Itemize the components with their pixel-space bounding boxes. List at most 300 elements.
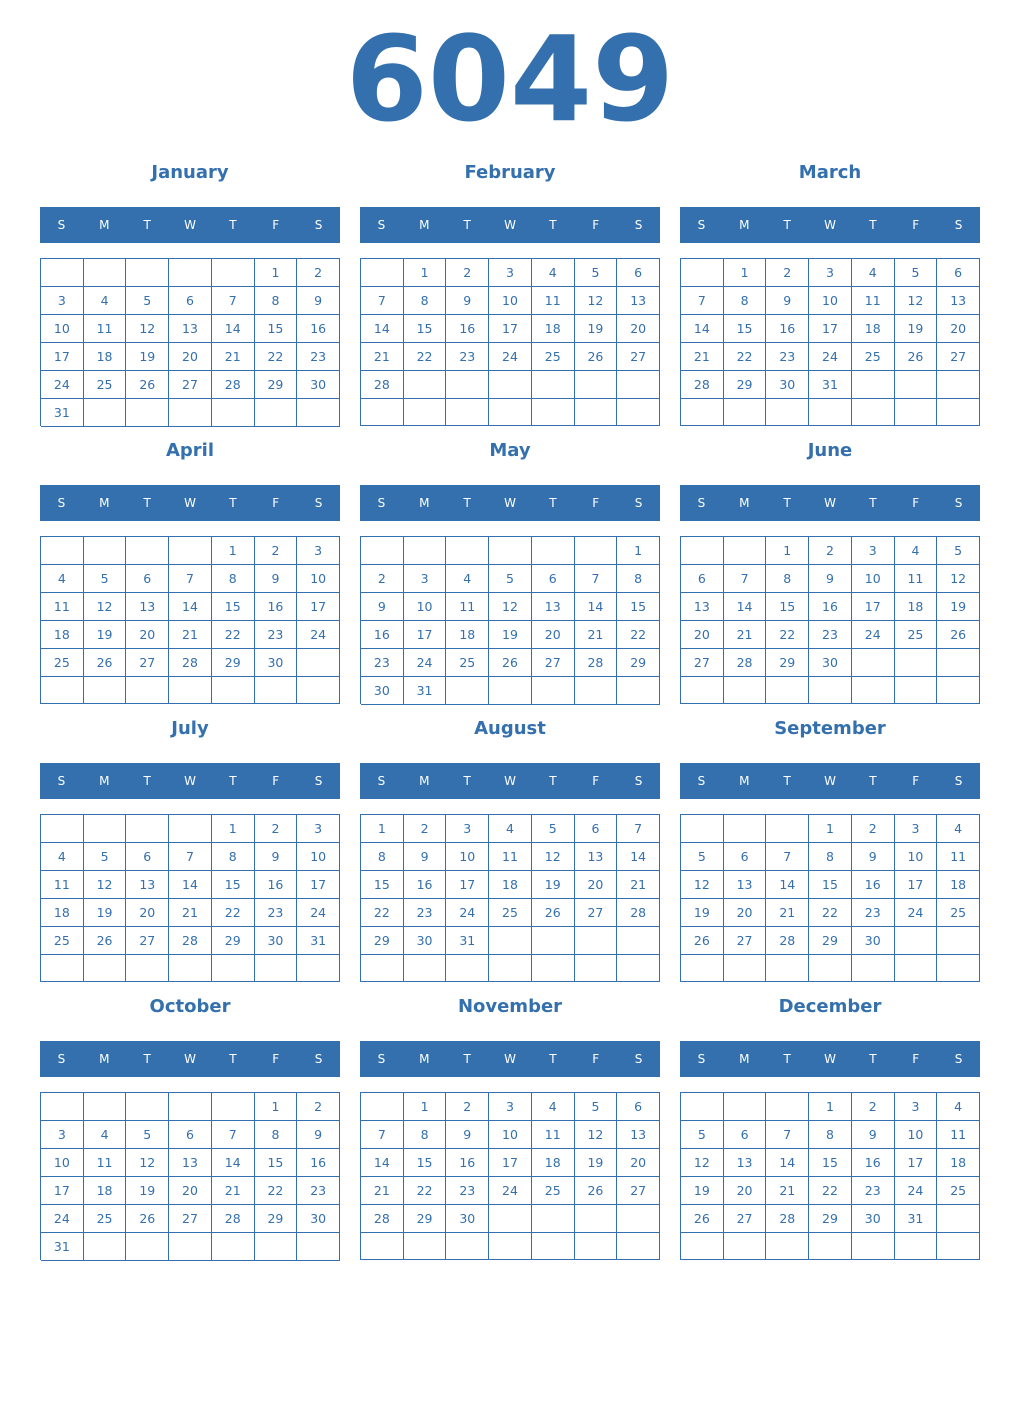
day-cell[interactable]: 27: [532, 649, 575, 677]
day-cell[interactable]: 16: [852, 871, 895, 899]
day-cell[interactable]: 10: [809, 287, 852, 315]
day-cell[interactable]: 8: [724, 287, 767, 315]
day-cell[interactable]: 10: [404, 593, 447, 621]
day-cell[interactable]: 7: [617, 815, 660, 843]
day-cell[interactable]: 17: [297, 871, 340, 899]
day-cell[interactable]: 19: [575, 315, 618, 343]
day-cell[interactable]: 7: [169, 565, 212, 593]
day-cell[interactable]: 1: [809, 1093, 852, 1121]
day-cell[interactable]: 16: [255, 871, 298, 899]
day-cell[interactable]: 10: [446, 843, 489, 871]
day-cell[interactable]: 3: [404, 565, 447, 593]
day-cell[interactable]: 5: [681, 843, 724, 871]
day-cell[interactable]: 20: [724, 899, 767, 927]
day-cell[interactable]: 28: [681, 371, 724, 399]
day-cell[interactable]: 16: [446, 1149, 489, 1177]
day-cell[interactable]: 9: [809, 565, 852, 593]
day-cell[interactable]: 29: [404, 1205, 447, 1233]
day-cell[interactable]: 1: [255, 1093, 298, 1121]
day-cell[interactable]: 4: [41, 843, 84, 871]
day-cell[interactable]: 6: [126, 843, 169, 871]
day-cell[interactable]: 7: [724, 565, 767, 593]
day-cell[interactable]: 29: [809, 1205, 852, 1233]
day-cell[interactable]: 18: [852, 315, 895, 343]
day-cell[interactable]: 3: [895, 1093, 938, 1121]
day-cell[interactable]: 4: [937, 1093, 980, 1121]
day-cell[interactable]: 28: [617, 899, 660, 927]
day-cell[interactable]: 23: [255, 621, 298, 649]
day-cell[interactable]: 26: [937, 621, 980, 649]
day-cell[interactable]: 10: [489, 287, 532, 315]
day-cell[interactable]: 17: [852, 593, 895, 621]
day-cell[interactable]: 24: [404, 649, 447, 677]
day-cell[interactable]: 13: [169, 1149, 212, 1177]
day-cell[interactable]: 8: [212, 843, 255, 871]
day-cell[interactable]: 19: [937, 593, 980, 621]
day-cell[interactable]: 20: [681, 621, 724, 649]
day-cell[interactable]: 6: [937, 259, 980, 287]
day-cell[interactable]: 13: [681, 593, 724, 621]
day-cell[interactable]: 22: [809, 899, 852, 927]
day-cell[interactable]: 1: [404, 1093, 447, 1121]
day-cell[interactable]: 1: [809, 815, 852, 843]
day-cell[interactable]: 23: [404, 899, 447, 927]
day-cell[interactable]: 5: [84, 843, 127, 871]
day-cell[interactable]: 25: [895, 621, 938, 649]
day-cell[interactable]: 2: [361, 565, 404, 593]
day-cell[interactable]: 7: [766, 843, 809, 871]
day-cell[interactable]: 22: [255, 343, 298, 371]
day-cell[interactable]: 29: [255, 371, 298, 399]
day-cell[interactable]: 15: [404, 1149, 447, 1177]
day-cell[interactable]: 11: [937, 843, 980, 871]
day-cell[interactable]: 9: [766, 287, 809, 315]
day-cell[interactable]: 21: [617, 871, 660, 899]
day-cell[interactable]: 20: [169, 343, 212, 371]
day-cell[interactable]: 6: [169, 1121, 212, 1149]
day-cell[interactable]: 23: [766, 343, 809, 371]
day-cell[interactable]: 8: [404, 287, 447, 315]
day-cell[interactable]: 11: [532, 1121, 575, 1149]
day-cell[interactable]: 6: [126, 565, 169, 593]
day-cell[interactable]: 17: [41, 343, 84, 371]
day-cell[interactable]: 22: [809, 1177, 852, 1205]
day-cell[interactable]: 30: [297, 371, 340, 399]
day-cell[interactable]: 30: [255, 649, 298, 677]
day-cell[interactable]: 16: [255, 593, 298, 621]
day-cell[interactable]: 11: [895, 565, 938, 593]
day-cell[interactable]: 18: [895, 593, 938, 621]
day-cell[interactable]: 10: [852, 565, 895, 593]
day-cell[interactable]: 12: [84, 871, 127, 899]
day-cell[interactable]: 26: [575, 343, 618, 371]
day-cell[interactable]: 17: [895, 1149, 938, 1177]
day-cell[interactable]: 17: [489, 315, 532, 343]
day-cell[interactable]: 12: [895, 287, 938, 315]
day-cell[interactable]: 27: [724, 927, 767, 955]
day-cell[interactable]: 2: [255, 537, 298, 565]
day-cell[interactable]: 13: [724, 871, 767, 899]
day-cell[interactable]: 14: [169, 593, 212, 621]
day-cell[interactable]: 28: [766, 1205, 809, 1233]
day-cell[interactable]: 2: [809, 537, 852, 565]
day-cell[interactable]: 10: [297, 843, 340, 871]
day-cell[interactable]: 19: [126, 1177, 169, 1205]
day-cell[interactable]: 16: [809, 593, 852, 621]
day-cell[interactable]: 25: [937, 1177, 980, 1205]
day-cell[interactable]: 25: [489, 899, 532, 927]
day-cell[interactable]: 27: [169, 371, 212, 399]
day-cell[interactable]: 5: [84, 565, 127, 593]
day-cell[interactable]: 2: [446, 1093, 489, 1121]
day-cell[interactable]: 30: [852, 927, 895, 955]
day-cell[interactable]: 18: [41, 899, 84, 927]
day-cell[interactable]: 17: [41, 1177, 84, 1205]
day-cell[interactable]: 23: [255, 899, 298, 927]
day-cell[interactable]: 8: [809, 1121, 852, 1149]
day-cell[interactable]: 28: [724, 649, 767, 677]
day-cell[interactable]: 18: [489, 871, 532, 899]
day-cell[interactable]: 23: [852, 899, 895, 927]
day-cell[interactable]: 21: [766, 1177, 809, 1205]
day-cell[interactable]: 1: [361, 815, 404, 843]
day-cell[interactable]: 23: [852, 1177, 895, 1205]
day-cell[interactable]: 4: [937, 815, 980, 843]
day-cell[interactable]: 19: [575, 1149, 618, 1177]
day-cell[interactable]: 8: [617, 565, 660, 593]
day-cell[interactable]: 1: [766, 537, 809, 565]
day-cell[interactable]: 31: [809, 371, 852, 399]
day-cell[interactable]: 12: [575, 287, 618, 315]
day-cell[interactable]: 23: [361, 649, 404, 677]
day-cell[interactable]: 23: [446, 343, 489, 371]
day-cell[interactable]: 27: [126, 927, 169, 955]
day-cell[interactable]: 15: [255, 315, 298, 343]
day-cell[interactable]: 26: [84, 649, 127, 677]
day-cell[interactable]: 30: [404, 927, 447, 955]
day-cell[interactable]: 9: [361, 593, 404, 621]
day-cell[interactable]: 15: [617, 593, 660, 621]
day-cell[interactable]: 12: [575, 1121, 618, 1149]
day-cell[interactable]: 28: [361, 371, 404, 399]
day-cell[interactable]: 2: [297, 1093, 340, 1121]
day-cell[interactable]: 25: [852, 343, 895, 371]
day-cell[interactable]: 28: [766, 927, 809, 955]
day-cell[interactable]: 3: [489, 1093, 532, 1121]
day-cell[interactable]: 26: [489, 649, 532, 677]
day-cell[interactable]: 14: [766, 871, 809, 899]
day-cell[interactable]: 12: [489, 593, 532, 621]
day-cell[interactable]: 24: [809, 343, 852, 371]
day-cell[interactable]: 25: [41, 927, 84, 955]
day-cell[interactable]: 11: [489, 843, 532, 871]
day-cell[interactable]: 26: [126, 1205, 169, 1233]
day-cell[interactable]: 17: [404, 621, 447, 649]
day-cell[interactable]: 3: [895, 815, 938, 843]
day-cell[interactable]: 27: [169, 1205, 212, 1233]
day-cell[interactable]: 19: [84, 621, 127, 649]
day-cell[interactable]: 21: [361, 343, 404, 371]
day-cell[interactable]: 13: [532, 593, 575, 621]
day-cell[interactable]: 2: [255, 815, 298, 843]
day-cell[interactable]: 27: [126, 649, 169, 677]
day-cell[interactable]: 15: [766, 593, 809, 621]
day-cell[interactable]: 11: [41, 593, 84, 621]
day-cell[interactable]: 7: [361, 287, 404, 315]
day-cell[interactable]: 12: [681, 1149, 724, 1177]
day-cell[interactable]: 1: [724, 259, 767, 287]
day-cell[interactable]: 13: [724, 1149, 767, 1177]
day-cell[interactable]: 26: [575, 1177, 618, 1205]
day-cell[interactable]: 3: [489, 259, 532, 287]
day-cell[interactable]: 26: [532, 899, 575, 927]
day-cell[interactable]: 9: [852, 1121, 895, 1149]
day-cell[interactable]: 26: [681, 1205, 724, 1233]
day-cell[interactable]: 18: [446, 621, 489, 649]
day-cell[interactable]: 4: [446, 565, 489, 593]
day-cell[interactable]: 25: [84, 1205, 127, 1233]
day-cell[interactable]: 6: [532, 565, 575, 593]
day-cell[interactable]: 16: [297, 315, 340, 343]
day-cell[interactable]: 14: [169, 871, 212, 899]
day-cell[interactable]: 2: [297, 259, 340, 287]
day-cell[interactable]: 14: [617, 843, 660, 871]
day-cell[interactable]: 13: [126, 871, 169, 899]
day-cell[interactable]: 13: [169, 315, 212, 343]
day-cell[interactable]: 15: [212, 871, 255, 899]
day-cell[interactable]: 22: [404, 343, 447, 371]
day-cell[interactable]: 12: [84, 593, 127, 621]
day-cell[interactable]: 14: [724, 593, 767, 621]
day-cell[interactable]: 29: [809, 927, 852, 955]
day-cell[interactable]: 13: [126, 593, 169, 621]
day-cell[interactable]: 23: [809, 621, 852, 649]
day-cell[interactable]: 25: [84, 371, 127, 399]
day-cell[interactable]: 11: [852, 287, 895, 315]
day-cell[interactable]: 5: [937, 537, 980, 565]
day-cell[interactable]: 19: [895, 315, 938, 343]
day-cell[interactable]: 13: [937, 287, 980, 315]
day-cell[interactable]: 8: [212, 565, 255, 593]
day-cell[interactable]: 22: [255, 1177, 298, 1205]
day-cell[interactable]: 16: [852, 1149, 895, 1177]
day-cell[interactable]: 8: [361, 843, 404, 871]
day-cell[interactable]: 18: [937, 1149, 980, 1177]
day-cell[interactable]: 17: [809, 315, 852, 343]
day-cell[interactable]: 22: [212, 621, 255, 649]
day-cell[interactable]: 11: [446, 593, 489, 621]
day-cell[interactable]: 27: [724, 1205, 767, 1233]
day-cell[interactable]: 15: [404, 315, 447, 343]
day-cell[interactable]: 25: [446, 649, 489, 677]
day-cell[interactable]: 19: [126, 343, 169, 371]
day-cell[interactable]: 5: [575, 259, 618, 287]
day-cell[interactable]: 10: [41, 315, 84, 343]
day-cell[interactable]: 4: [489, 815, 532, 843]
day-cell[interactable]: 2: [446, 259, 489, 287]
day-cell[interactable]: 15: [255, 1149, 298, 1177]
day-cell[interactable]: 18: [937, 871, 980, 899]
day-cell[interactable]: 20: [169, 1177, 212, 1205]
day-cell[interactable]: 10: [895, 843, 938, 871]
day-cell[interactable]: 15: [361, 871, 404, 899]
day-cell[interactable]: 13: [617, 1121, 660, 1149]
day-cell[interactable]: 29: [361, 927, 404, 955]
day-cell[interactable]: 10: [895, 1121, 938, 1149]
day-cell[interactable]: 31: [41, 1233, 84, 1261]
day-cell[interactable]: 19: [681, 899, 724, 927]
day-cell[interactable]: 31: [404, 677, 447, 705]
day-cell[interactable]: 23: [446, 1177, 489, 1205]
day-cell[interactable]: 1: [255, 259, 298, 287]
day-cell[interactable]: 25: [532, 343, 575, 371]
day-cell[interactable]: 20: [937, 315, 980, 343]
day-cell[interactable]: 7: [169, 843, 212, 871]
day-cell[interactable]: 3: [41, 1121, 84, 1149]
day-cell[interactable]: 13: [617, 287, 660, 315]
day-cell[interactable]: 24: [41, 1205, 84, 1233]
day-cell[interactable]: 7: [361, 1121, 404, 1149]
day-cell[interactable]: 6: [169, 287, 212, 315]
day-cell[interactable]: 9: [255, 565, 298, 593]
day-cell[interactable]: 3: [446, 815, 489, 843]
day-cell[interactable]: 4: [84, 287, 127, 315]
day-cell[interactable]: 19: [489, 621, 532, 649]
day-cell[interactable]: 6: [724, 843, 767, 871]
day-cell[interactable]: 26: [84, 927, 127, 955]
day-cell[interactable]: 20: [532, 621, 575, 649]
day-cell[interactable]: 29: [724, 371, 767, 399]
day-cell[interactable]: 8: [255, 287, 298, 315]
day-cell[interactable]: 17: [895, 871, 938, 899]
day-cell[interactable]: 24: [852, 621, 895, 649]
day-cell[interactable]: 31: [41, 399, 84, 427]
day-cell[interactable]: 3: [297, 537, 340, 565]
day-cell[interactable]: 6: [724, 1121, 767, 1149]
day-cell[interactable]: 4: [852, 259, 895, 287]
day-cell[interactable]: 5: [575, 1093, 618, 1121]
day-cell[interactable]: 14: [361, 315, 404, 343]
day-cell[interactable]: 14: [361, 1149, 404, 1177]
day-cell[interactable]: 18: [41, 621, 84, 649]
day-cell[interactable]: 3: [809, 259, 852, 287]
day-cell[interactable]: 12: [126, 1149, 169, 1177]
day-cell[interactable]: 30: [446, 1205, 489, 1233]
day-cell[interactable]: 23: [297, 1177, 340, 1205]
day-cell[interactable]: 24: [297, 899, 340, 927]
day-cell[interactable]: 21: [212, 1177, 255, 1205]
day-cell[interactable]: 1: [617, 537, 660, 565]
day-cell[interactable]: 3: [41, 287, 84, 315]
day-cell[interactable]: 4: [84, 1121, 127, 1149]
day-cell[interactable]: 31: [446, 927, 489, 955]
day-cell[interactable]: 9: [404, 843, 447, 871]
day-cell[interactable]: 1: [404, 259, 447, 287]
day-cell[interactable]: 25: [937, 899, 980, 927]
day-cell[interactable]: 16: [361, 621, 404, 649]
day-cell[interactable]: 9: [852, 843, 895, 871]
day-cell[interactable]: 20: [126, 899, 169, 927]
day-cell[interactable]: 7: [681, 287, 724, 315]
day-cell[interactable]: 31: [297, 927, 340, 955]
day-cell[interactable]: 6: [575, 815, 618, 843]
day-cell[interactable]: 7: [212, 1121, 255, 1149]
day-cell[interactable]: 30: [809, 649, 852, 677]
day-cell[interactable]: 25: [532, 1177, 575, 1205]
day-cell[interactable]: 29: [212, 649, 255, 677]
day-cell[interactable]: 12: [532, 843, 575, 871]
day-cell[interactable]: 7: [212, 287, 255, 315]
day-cell[interactable]: 30: [361, 677, 404, 705]
day-cell[interactable]: 23: [297, 343, 340, 371]
day-cell[interactable]: 5: [126, 1121, 169, 1149]
day-cell[interactable]: 20: [617, 1149, 660, 1177]
day-cell[interactable]: 12: [126, 315, 169, 343]
day-cell[interactable]: 19: [681, 1177, 724, 1205]
day-cell[interactable]: 6: [617, 259, 660, 287]
day-cell[interactable]: 24: [895, 899, 938, 927]
day-cell[interactable]: 11: [532, 287, 575, 315]
day-cell[interactable]: 5: [895, 259, 938, 287]
day-cell[interactable]: 6: [681, 565, 724, 593]
day-cell[interactable]: 9: [446, 1121, 489, 1149]
day-cell[interactable]: 15: [724, 315, 767, 343]
day-cell[interactable]: 19: [532, 871, 575, 899]
day-cell[interactable]: 2: [766, 259, 809, 287]
day-cell[interactable]: 26: [895, 343, 938, 371]
day-cell[interactable]: 17: [446, 871, 489, 899]
day-cell[interactable]: 15: [212, 593, 255, 621]
day-cell[interactable]: 21: [169, 899, 212, 927]
day-cell[interactable]: 22: [404, 1177, 447, 1205]
day-cell[interactable]: 22: [212, 899, 255, 927]
day-cell[interactable]: 28: [169, 649, 212, 677]
day-cell[interactable]: 10: [41, 1149, 84, 1177]
day-cell[interactable]: 11: [84, 315, 127, 343]
day-cell[interactable]: 9: [297, 287, 340, 315]
day-cell[interactable]: 17: [297, 593, 340, 621]
day-cell[interactable]: 4: [41, 565, 84, 593]
day-cell[interactable]: 30: [297, 1205, 340, 1233]
day-cell[interactable]: 30: [255, 927, 298, 955]
day-cell[interactable]: 6: [617, 1093, 660, 1121]
day-cell[interactable]: 4: [532, 1093, 575, 1121]
day-cell[interactable]: 2: [404, 815, 447, 843]
day-cell[interactable]: 24: [446, 899, 489, 927]
day-cell[interactable]: 21: [724, 621, 767, 649]
day-cell[interactable]: 14: [766, 1149, 809, 1177]
day-cell[interactable]: 5: [126, 287, 169, 315]
day-cell[interactable]: 21: [681, 343, 724, 371]
day-cell[interactable]: 18: [532, 1149, 575, 1177]
day-cell[interactable]: 16: [766, 315, 809, 343]
day-cell[interactable]: 27: [617, 343, 660, 371]
day-cell[interactable]: 27: [681, 649, 724, 677]
day-cell[interactable]: 21: [766, 899, 809, 927]
day-cell[interactable]: 21: [169, 621, 212, 649]
day-cell[interactable]: 14: [212, 315, 255, 343]
day-cell[interactable]: 26: [126, 371, 169, 399]
day-cell[interactable]: 7: [766, 1121, 809, 1149]
day-cell[interactable]: 24: [489, 343, 532, 371]
day-cell[interactable]: 22: [724, 343, 767, 371]
day-cell[interactable]: 20: [724, 1177, 767, 1205]
day-cell[interactable]: 21: [575, 621, 618, 649]
day-cell[interactable]: 8: [255, 1121, 298, 1149]
day-cell[interactable]: 8: [809, 843, 852, 871]
day-cell[interactable]: 5: [489, 565, 532, 593]
day-cell[interactable]: 7: [575, 565, 618, 593]
